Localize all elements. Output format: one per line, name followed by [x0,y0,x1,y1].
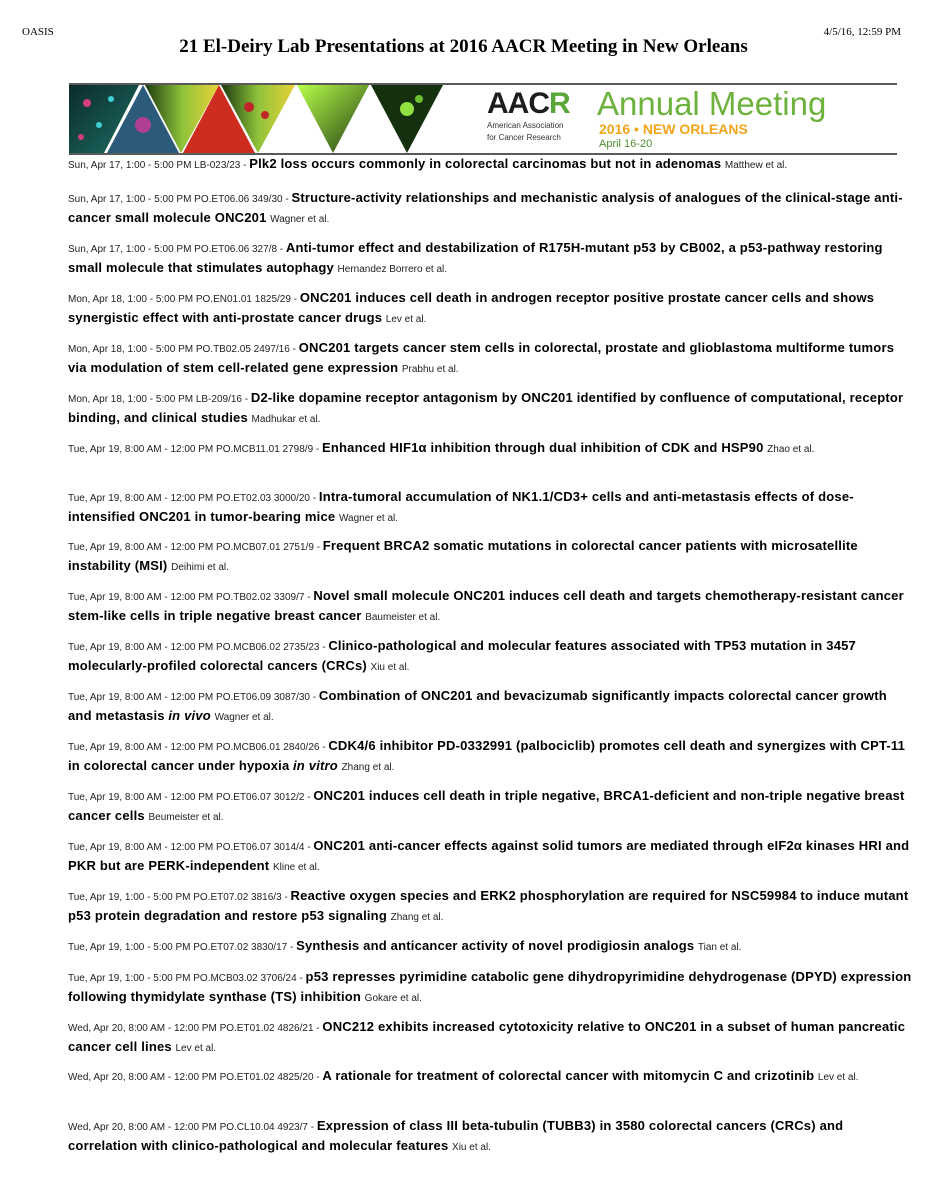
entry-authors: Deihimi et al. [171,562,229,573]
entry-title[interactable]: Intra-tumoral accumulation of NK1.1/CD3+ cells and anti-metastasis effects of dose-intensified ONC201 in tumor-bearing mice [68,489,854,524]
entry-title[interactable]: A rationale for treatment of colorectal cancer with mitomycin C and crizotinib [322,1068,815,1083]
page-title: 21 El-Deiry Lab Presentations at 2016 AACR Meeting in New Orleans [179,36,748,57]
aacr-logo [487,89,587,143]
entry-authors: Zhao et al. [767,444,815,455]
entry-authors: Lev et al. [175,1043,217,1054]
entry-authors: Zhang et al. [390,912,444,923]
meeting-dates: April 16-20 [599,138,653,150]
entry-session-info: Sun, Apr 17, 1:00 - 5:00 PM LB-023/23 - [68,160,250,171]
logo-subtitle-1: American Association [487,121,564,130]
edition-label: 2016 • NEW ORLEANS [599,121,748,137]
entry-session-info: Tue, Apr 19, 8:00 AM - 12:00 PM PO.ET06.07 3012/2 - [68,792,314,803]
entry-authors: Tian et al. [697,942,742,953]
presentation-entry[interactable] [68,1018,913,1058]
entry-authors: Beumeister et al. [148,812,224,823]
entry-authors: Wagner et al. [270,214,330,225]
presentation-entry[interactable] [68,537,913,577]
entry-title[interactable]: Reactive oxygen species and ERK2 phosphorylation are required for NSC59984 to induce mutant p53 protein degradation and restore p53 signaling [68,888,909,923]
entry-authors: Xiu et al. [370,662,410,673]
entry-authors: Hernandez Borrero et al. [337,264,448,275]
presentation-entry[interactable] [68,937,913,957]
presentation-entry[interactable] [68,339,913,379]
entry-authors: Wagner et al. [338,513,399,524]
banner-cell-imagery [69,85,479,153]
presentation-entry[interactable] [68,239,913,279]
entry-title[interactable]: Frequent BRCA2 somatic mutations in colorectal cancer patients with microsatellite instability (MSI) [68,538,858,573]
entry-title[interactable]: Novel small molecule ONC201 induces cell death and targets chemotherapy-resistant cancer stem-like cells in triple negative breast cancer [68,588,904,623]
entry-authors: Baumeister et al. [365,612,441,623]
annual-meeting-label: Annual Meeting [597,85,827,122]
presentation-entry[interactable] [68,968,913,1008]
entry-session-info: Tue, Apr 19, 8:00 AM - 12:00 PM PO.MCB06.02 2735/23 - [68,642,329,653]
entry-session-info: Wed, Apr 20, 8:00 AM - 12:00 PM PO.ET01.02 4826/21 - [68,1023,323,1034]
presentation-entry[interactable] [68,1067,913,1087]
entry-title[interactable]: ONC212 exhibits increased cytotoxicity relative to ONC201 in a subset of human pancreatic cancer cell lines [68,1019,906,1054]
entry-title[interactable]: Plk2 loss occurs commonly in colorectal carcinomas but not in adenomas [249,156,722,171]
presentation-entry[interactable] [68,787,913,827]
header-timestamp: 4/5/16, 12:59 PM [823,26,901,38]
presentation-entry[interactable] [68,587,913,627]
entry-title[interactable]: ONC201 induces cell death in androgen receptor positive prostate cancer cells and shows synergistic effect with anti-prostate cancer drugs [68,290,875,325]
logo-wordmark-accent: R [549,87,570,120]
entry-title[interactable]: Structure-activity relationships and mechanistic analysis of analogues of the clinical-stage anti-cancer small molecule ONC201 [68,190,903,225]
entry-session-info: Tue, Apr 19, 1:00 - 5:00 PM PO.MCB03.02 3706/24 - [68,973,306,984]
entry-title[interactable]: D2-like dopamine receptor antagonism by ONC201 identified by confluence of computational, receptor binding, and clinical studies [68,390,904,425]
entry-session-info: Tue, Apr 19, 8:00 AM - 12:00 PM PO.ET02.03 3000/20 - [68,493,319,504]
entry-authors: Matthew et al. [724,160,788,171]
presentation-entry[interactable] [68,737,913,777]
presentation-entry[interactable] [68,1117,913,1157]
entry-title[interactable]: ONC201 anti-cancer effects against solid tumors are mediated through eIF2α kinases HRI and PKR but are PERK-independent [68,838,910,873]
logo-wordmark: AAC [487,87,549,120]
presentation-entry[interactable] [68,637,913,677]
entry-authors: Lev et al. [817,1072,859,1083]
presentation-entry[interactable] [68,289,913,329]
presentation-entry[interactable] [68,837,913,877]
entry-title[interactable]: Enhanced HIF1α inhibition through dual inhibition of CDK and HSP90 [322,440,764,455]
entry-title[interactable]: ONC201 induces cell death in triple negative, BRCA1-deficient and non-triple negative breast cancer cells [68,788,905,823]
entry-authors: Gokare et al. [364,993,422,1004]
presentation-entry[interactable] [68,488,913,528]
entry-session-info: Sun, Apr 17, 1:00 - 5:00 PM PO.ET06.06 327/8 - [68,244,286,255]
entry-authors: Kline et al. [272,862,320,873]
entry-session-info: Tue, Apr 19, 1:00 - 5:00 PM PO.ET07.02 3830/17 - [68,942,297,953]
entry-authors: Xiu et al. [452,1142,491,1153]
presentation-entry[interactable] [68,155,913,175]
presentation-entry[interactable] [68,887,913,927]
entry-session-info: Tue, Apr 19, 8:00 AM - 12:00 PM PO.TB02.02 3309/7 - [68,592,314,603]
entry-session-info: Mon, Apr 18, 1:00 - 5:00 PM LB-209/16 - [68,394,251,405]
presentation-entry[interactable] [68,439,913,459]
entry-session-info: Tue, Apr 19, 8:00 AM - 12:00 PM PO.ET06.09 3087/30 - [68,692,319,703]
entry-title[interactable]: CDK4/6 inhibitor PD-0332991 (palbociclib) promotes cell death and synergizes with CPT-11 in colorectal cancer under hypoxia [68,738,906,773]
entry-session-info: Wed, Apr 20, 8:00 AM - 12:00 PM PO.CL10.04 4923/7 - [68,1122,317,1133]
entry-authors: Lev et al. [385,314,427,325]
entry-session-info: Tue, Apr 19, 8:00 AM - 12:00 PM PO.MCB07.01 2751/9 - [68,542,323,553]
entry-title-italic: in vivo [168,708,211,723]
entry-session-info: Wed, Apr 20, 8:00 AM - 12:00 PM PO.ET01.02 4825/20 - [68,1072,323,1083]
logo-subtitle-2: for Cancer Research [487,133,561,142]
entry-session-info: Mon, Apr 18, 1:00 - 5:00 PM PO.TB02.05 2497/16 - [68,344,299,355]
entry-title[interactable]: Synthesis and anticancer activity of novel prodigiosin analogs [296,938,695,953]
presentation-entry[interactable] [68,687,913,727]
entry-title[interactable]: Combination of ONC201 and bevacizumab significantly impacts colorectal cancer growth and metastasis [68,688,887,723]
entry-session-info: Tue, Apr 19, 8:00 AM - 12:00 PM PO.ET06.07 3014/4 - [68,842,314,853]
header-source: OASIS [22,26,54,38]
entry-title[interactable]: p53 represses pyrimidine catabolic gene dihydropyrimidine dehydrogenase (DPYD) expression following thymidylate synthase (TS) inhibition [68,969,912,1004]
entry-authors: Madhukar et al. [251,414,321,425]
entry-session-info: Tue, Apr 19, 8:00 AM - 12:00 PM PO.MCB06.01 2840/26 - [68,742,329,753]
entry-title-italic: in vitro [293,758,338,773]
presentation-entry[interactable] [68,389,913,429]
entry-title[interactable]: ONC201 targets cancer stem cells in colorectal, prostate and glioblastoma multiforme tumors via modulation of stem cell-related gene expression [68,340,895,375]
entry-title[interactable]: Anti-tumor effect and destabilization of R175H-mutant p53 by CB002, a p53-pathway restoring small molecule that stimulates autophagy [68,240,883,275]
entry-title[interactable]: Expression of class III beta-tubulin (TUBB3) in 3580 colorectal cancers (CRCs) and correlation with clinico-pathological and molecular features [68,1118,844,1153]
entry-session-info: Tue, Apr 19, 1:00 - 5:00 PM PO.ET07.02 3816/3 - [68,892,291,903]
entry-authors: Wagner et al. [214,712,274,723]
presentation-entry[interactable] [68,189,913,229]
entry-session-info: Sun, Apr 17, 1:00 - 5:00 PM PO.ET06.06 349/30 - [68,194,292,205]
entry-authors: Zhang et al. [341,762,395,773]
entry-session-info: Mon, Apr 18, 1:00 - 5:00 PM PO.EN01.01 1825/29 - [68,294,300,305]
entry-authors: Prabhu et al. [401,364,459,375]
entry-title[interactable]: Clinico-pathological and molecular features associated with TP53 mutation in 3457 molecularly-profiled colorectal cancers (CRCs) [68,638,856,673]
aacr-banner[interactable] [69,83,897,155]
entry-session-info: Tue, Apr 19, 8:00 AM - 12:00 PM PO.MCB11.01 2798/9 - [68,444,323,455]
